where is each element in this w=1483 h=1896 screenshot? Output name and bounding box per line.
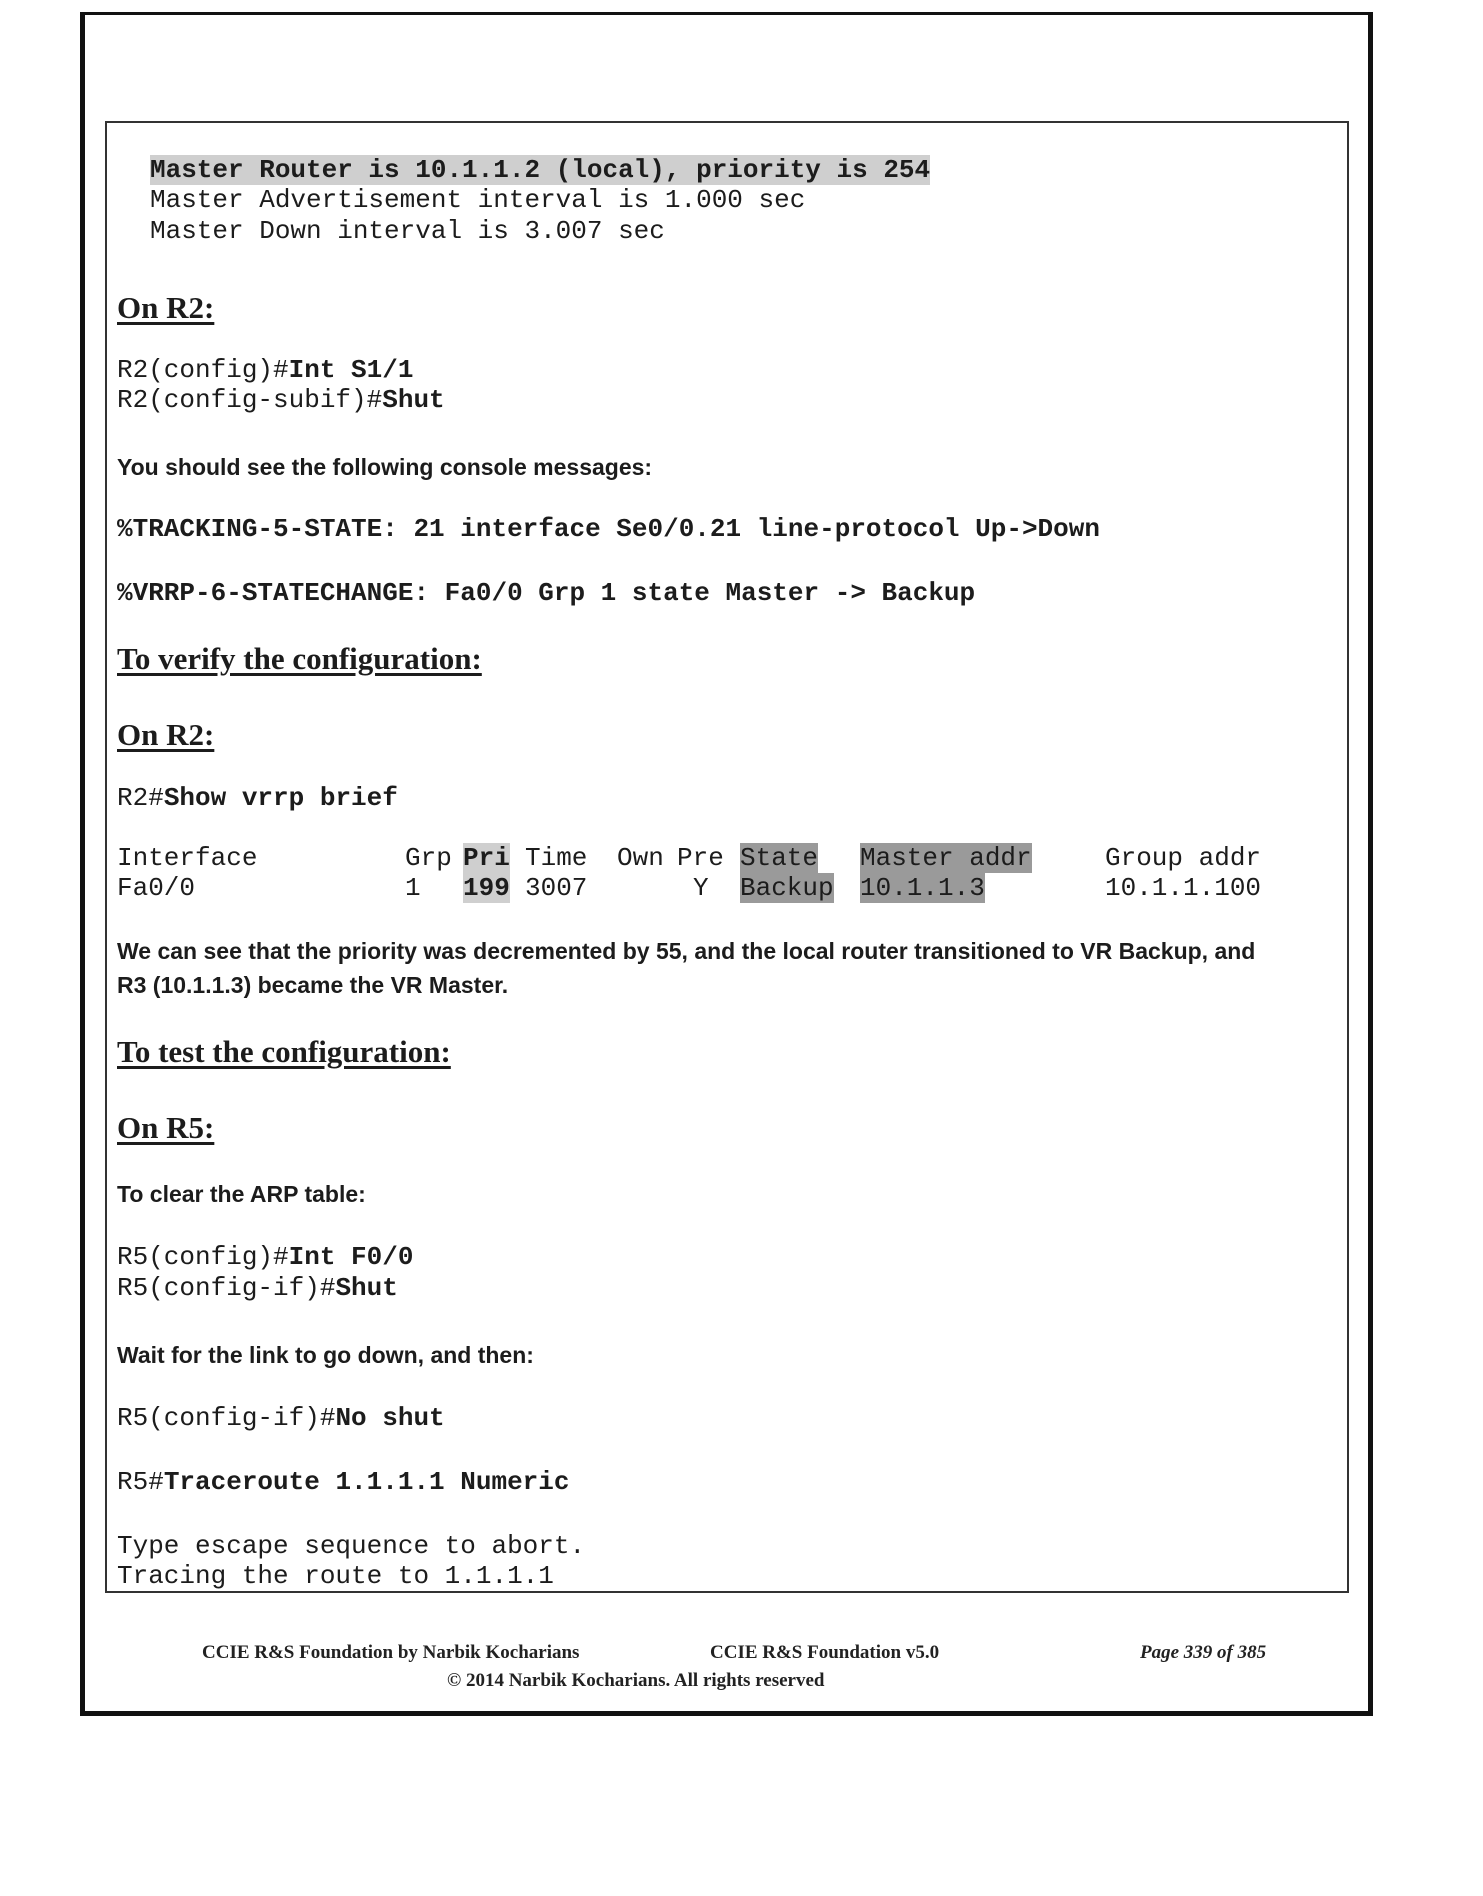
arp-note: To clear the ARP table: <box>117 1181 366 1207</box>
table-cell: Y <box>693 873 709 903</box>
table-cell: 10.1.1.3 <box>860 873 985 903</box>
explanation-line: R3 (10.1.1.3) became the VR Master. <box>117 972 509 998</box>
section-heading-on-r2: On R2: <box>117 717 215 752</box>
page-number: Page 339 of 385 <box>1140 1642 1267 1663</box>
table-cell: 199 <box>463 873 510 903</box>
table-header: Time <box>525 843 588 873</box>
command-line: R2(config-subif)#Shut <box>117 385 445 415</box>
footer-middle: CCIE R&S Foundation v5.0 <box>710 1642 940 1663</box>
output-line: Tracing the route to 1.1.1.1 <box>117 1561 554 1591</box>
section-heading-on-r5: On R5: <box>117 1110 215 1145</box>
down-interval-line: Master Down interval is 3.007 sec <box>150 216 665 246</box>
footer-copyright: © 2014 Narbik Kocharians. All rights reserved <box>447 1670 825 1691</box>
tracking-message: %TRACKING-5-STATE: 21 interface Se0/0.21 line-protocol Up->Down <box>117 514 1100 544</box>
section-heading-test: To test the configuration: <box>117 1034 451 1069</box>
table-header: Pre <box>677 843 724 873</box>
section-heading-verify: To verify the configuration: <box>117 641 482 676</box>
section-heading-on-r2: On R2: <box>117 290 215 325</box>
table-header: State <box>740 843 819 873</box>
table-header: Interface <box>117 843 258 873</box>
master-router-line: Master Router is 10.1.1.2 (local), priority is 254 <box>150 155 931 185</box>
table-cell: Backup <box>740 873 834 903</box>
wait-note: Wait for the link to go down, and then: <box>117 1342 534 1368</box>
table-cell: Fa0/0 <box>117 873 196 903</box>
vrrp-message: %VRRP-6-STATECHANGE: Fa0/0 Grp 1 state Master -> Backup <box>117 578 976 608</box>
table-header: Own <box>617 843 664 873</box>
command-line: R5(config-if)#Shut <box>117 1273 398 1303</box>
command-line: R5(config)#Int F0/0 <box>117 1242 414 1272</box>
table-cell: 10.1.1.100 <box>1105 873 1262 903</box>
footer-left: CCIE R&S Foundation by Narbik Kocharians <box>202 1642 580 1663</box>
output-line: Type escape sequence to abort. <box>117 1531 586 1561</box>
console-note: You should see the following console messages: <box>117 454 653 480</box>
advertisement-interval-line: Master Advertisement interval is 1.000 sec <box>150 185 806 215</box>
table-cell: 3007 <box>525 873 588 903</box>
table-header: Grp <box>405 843 452 873</box>
command-line: R2(config)#Int S1/1 <box>117 355 414 385</box>
command-line: R5(config-if)#No shut <box>117 1403 445 1433</box>
command-line: R5#Traceroute 1.1.1.1 Numeric <box>117 1467 570 1497</box>
table-cell: 1 <box>405 873 421 903</box>
table-header: Pri <box>463 843 510 873</box>
table-header: Master addr <box>860 843 1032 873</box>
explanation-line: We can see that the priority was decremented by 55, and the local router transitioned to VR Backup, and <box>117 938 1256 964</box>
command-line: R2#Show vrrp brief <box>117 783 398 813</box>
table-header: Group addr <box>1105 843 1262 873</box>
